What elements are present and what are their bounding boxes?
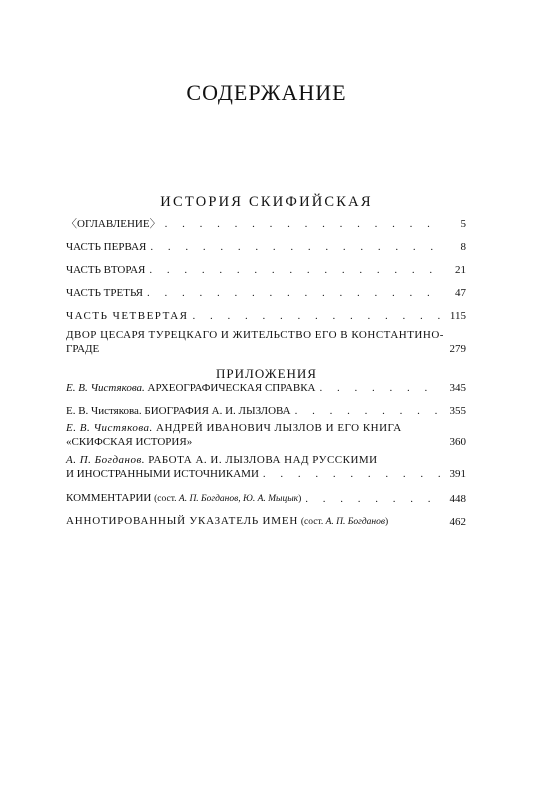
- appendix-entry-page: 462: [449, 516, 466, 528]
- appendix-entry[interactable]: [66, 491, 466, 506]
- toc-entry[interactable]: [66, 328, 466, 356]
- toc-entry-page: 5: [460, 218, 466, 230]
- appendix-entry-page: 355: [449, 405, 466, 417]
- section-title: ИСТОРИЯ СКИФИЙСКАЯ: [160, 194, 373, 210]
- toc-entry-page: 115: [449, 310, 466, 322]
- toc-entry-line2: [66, 342, 466, 356]
- appendix-entry-label: АРХЕОГРАФИЧЕСКАЯ СПРАВКА: [147, 382, 316, 394]
- toc-entry[interactable]: [66, 309, 466, 323]
- leader-dots: [150, 240, 440, 254]
- appendix-entry-label-line1: АНДРЕЙ ИВАНОВИЧ ЛЫЗЛОВ И ЕГО КНИГА: [156, 422, 402, 434]
- toc-entry-page: 21: [455, 264, 466, 276]
- page-title: СОДЕРЖАНИЕ: [186, 80, 347, 105]
- compiler-note: (сост. А. П. Богданов, Ю. А. Мыцык): [154, 494, 302, 504]
- toc-entry-label: ЧАСТЬ ПЕРВАЯ: [66, 241, 147, 253]
- appendix-entry-page: 448: [449, 493, 466, 505]
- appendix-entry[interactable]: [66, 404, 466, 418]
- author-name: Е. В. Чистякова.: [66, 422, 153, 434]
- toc-entry-label: ГРАДЕ: [66, 343, 100, 355]
- appendix-entry[interactable]: [66, 381, 466, 395]
- leader-dots: [147, 286, 440, 300]
- toc-entry[interactable]: [66, 263, 466, 277]
- appendix-entry-label: АННОТИРОВАННЫЙ УКАЗАТЕЛЬ ИМЕН: [66, 515, 299, 527]
- toc-entry[interactable]: [66, 286, 466, 300]
- toc-entry-page: 47: [455, 287, 466, 299]
- author-name: А. П. Богданов.: [66, 454, 145, 466]
- appendix-entry-label: «СКИФСКАЯ ИСТОРИЯ»: [66, 436, 193, 448]
- leader-dots: [165, 217, 440, 231]
- appendix-entry[interactable]: [66, 514, 466, 529]
- toc-entry-label-line1: ДВОР ЦЕСАРЯ ТУРЕЦКАГО И ЖИТЕЛЬСТВО ЕГО В КОНСТАНТИНО-: [66, 329, 444, 341]
- leader-dots: [320, 381, 440, 395]
- toc-entry-label: ЧАСТЬ ТРЕТЬЯ: [66, 287, 144, 299]
- leader-dots: [295, 404, 440, 418]
- toc-entry[interactable]: [66, 240, 466, 254]
- appendix-entry-page: 391: [449, 468, 466, 480]
- appendix-entry[interactable]: [66, 421, 466, 449]
- compiler-note: (сост. А. П. Богданов): [300, 517, 389, 527]
- appendix-entry-label: КОММЕНТАРИИ: [66, 492, 152, 504]
- leader-dots: [305, 492, 440, 506]
- leader-dots: [263, 467, 440, 481]
- appendix-entry-page: 345: [449, 382, 466, 394]
- toc-entry-page: 8: [460, 241, 466, 253]
- leader-dots: [149, 263, 440, 277]
- toc-entry-page: 279: [449, 343, 466, 355]
- appendix-entry-page: 360: [449, 436, 466, 448]
- toc-entry-label: ЧАСТЬ ВТОРАЯ: [66, 264, 146, 276]
- appendix-entry[interactable]: [66, 453, 466, 481]
- author-name: Е. В. Чистякова.: [66, 382, 145, 394]
- appendix-entry-label: БИОГРАФИЯ А. И. ЛЫЗЛОВА: [144, 405, 291, 417]
- toc-entry-label: ЧАСТЬ ЧЕТВЕРТАЯ: [66, 310, 189, 322]
- toc-entry-label: 〈ОГЛАВЛЕНИЕ〉: [66, 218, 161, 230]
- appendix-entry-label: И ИНОСТРАННЫМИ ИСТОЧНИКАМИ: [66, 468, 259, 480]
- appendix-title: ПРИЛОЖЕНИЯ: [216, 366, 317, 381]
- toc-entry[interactable]: [66, 217, 466, 231]
- author-name: Е. В. Чистякова.: [66, 405, 142, 417]
- leader-dots: [193, 309, 440, 323]
- appendix-entry-label-line1: РАБОТА А. И. ЛЫЗЛОВА НАД РУССКИМИ: [148, 454, 378, 466]
